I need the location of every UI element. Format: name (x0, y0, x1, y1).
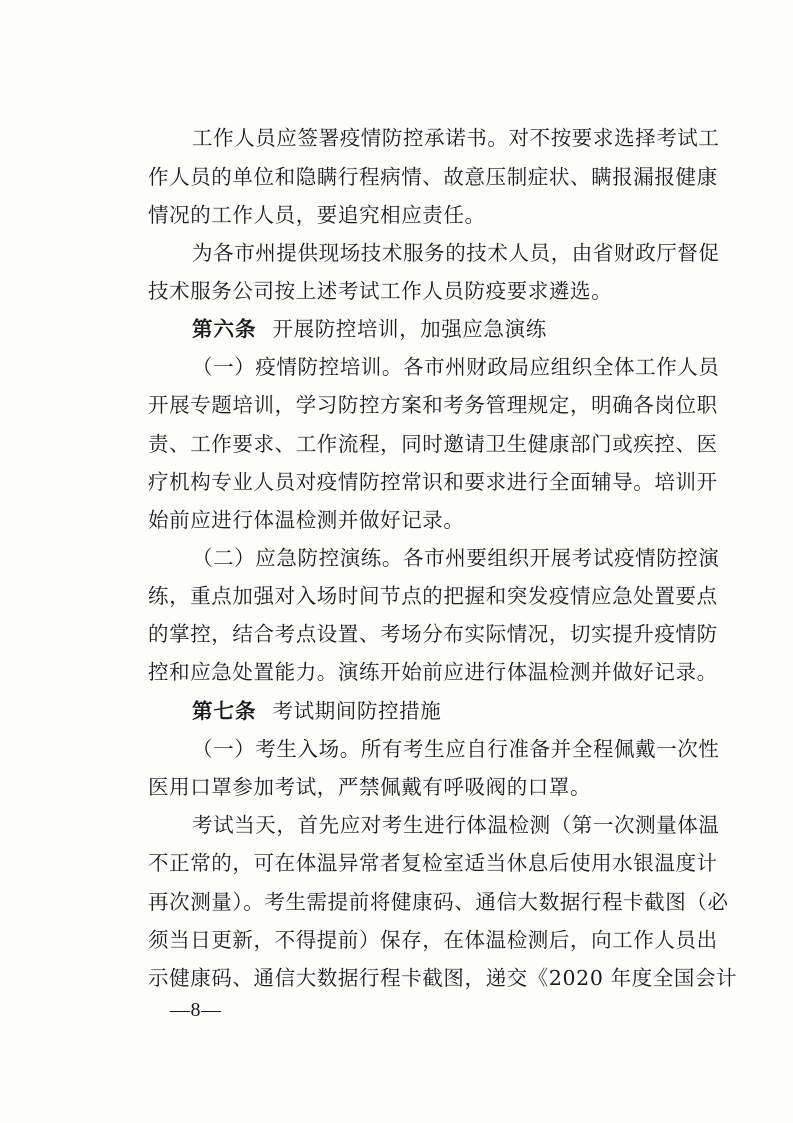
paragraph-line: 作人员的单位和隐瞒行程病情、故意压制症状、瞒报漏报健康 (148, 165, 718, 189)
paragraph-line: （二）应急防控演练。各市州要组织开展考试疫情防控演 (192, 546, 720, 570)
paragraph-line: 的掌控，结合考点设置、考场分布实际情况，切实提升疫情防 (148, 622, 718, 646)
paragraph-line: 工作人员应签署疫情防控承诺书。对不按要求选择考试工 (192, 126, 720, 150)
article-6-title: 开展防控培训，加强应急演练 (272, 317, 547, 341)
page-number: —8— (170, 999, 222, 1021)
article-7-label: 第七条 (192, 699, 257, 723)
paragraph-line: 情况的工作人员，要追究相应责任。 (148, 203, 486, 227)
paragraph-line: 始前应进行体温检测并做好记录。 (148, 508, 465, 532)
article-6-heading (192, 315, 547, 343)
article-7-heading (192, 697, 441, 725)
paragraph-line: 再次测量）。考生需提前将健康码、通信大数据行程卡截图（必 (148, 890, 729, 914)
paragraph-line: （一）考生入场。所有考生应自行准备并全程佩戴一次性 (192, 737, 720, 761)
paragraph-line: （一）疫情防控培训。各市州财政局应组织全体工作人员 (192, 355, 720, 379)
article-7-title: 考试期间防控措施 (272, 699, 442, 723)
article-6-label: 第六条 (192, 317, 257, 341)
paragraph-line: 责、工作要求、工作流程，同时邀请卫生健康部门或疾控、医 (148, 432, 718, 456)
paragraph-line: 考试当天，首先应对考生进行体温检测（第一次测量体温 (192, 813, 720, 837)
paragraph-line: 开展专题培训，学习防控方案和考务管理规定，明确各岗位职 (148, 393, 718, 417)
paragraph-line: 不正常的，可在体温异常者复检室适当休息后使用水银温度计 (148, 851, 718, 875)
paragraph-line: 示健康码、通信大数据行程卡截图，递交《2020 年度全国会计 (148, 966, 738, 990)
paragraph-line: 疗机构专业人员对疫情防控常识和要求进行全面辅导。培训开 (148, 470, 718, 494)
paragraph-line: 为各市州提供现场技术服务的技术人员，由省财政厅督促 (192, 241, 720, 265)
paragraph-line: 控和应急处置能力。演练开始前应进行体温检测并做好记录。 (148, 660, 718, 684)
paragraph-line: 练，重点加强对入场时间节点的把握和突发疫情应急处置要点 (148, 584, 718, 608)
paragraph-line: 医用口罩参加考试，严禁佩戴有呼吸阀的口罩。 (148, 775, 592, 799)
paragraph-line: 须当日更新，不得提前）保存，在体温检测后，向工作人员出 (148, 928, 718, 952)
paragraph-line: 技术服务公司按上述考试工作人员防疫要求遴选。 (148, 279, 613, 303)
